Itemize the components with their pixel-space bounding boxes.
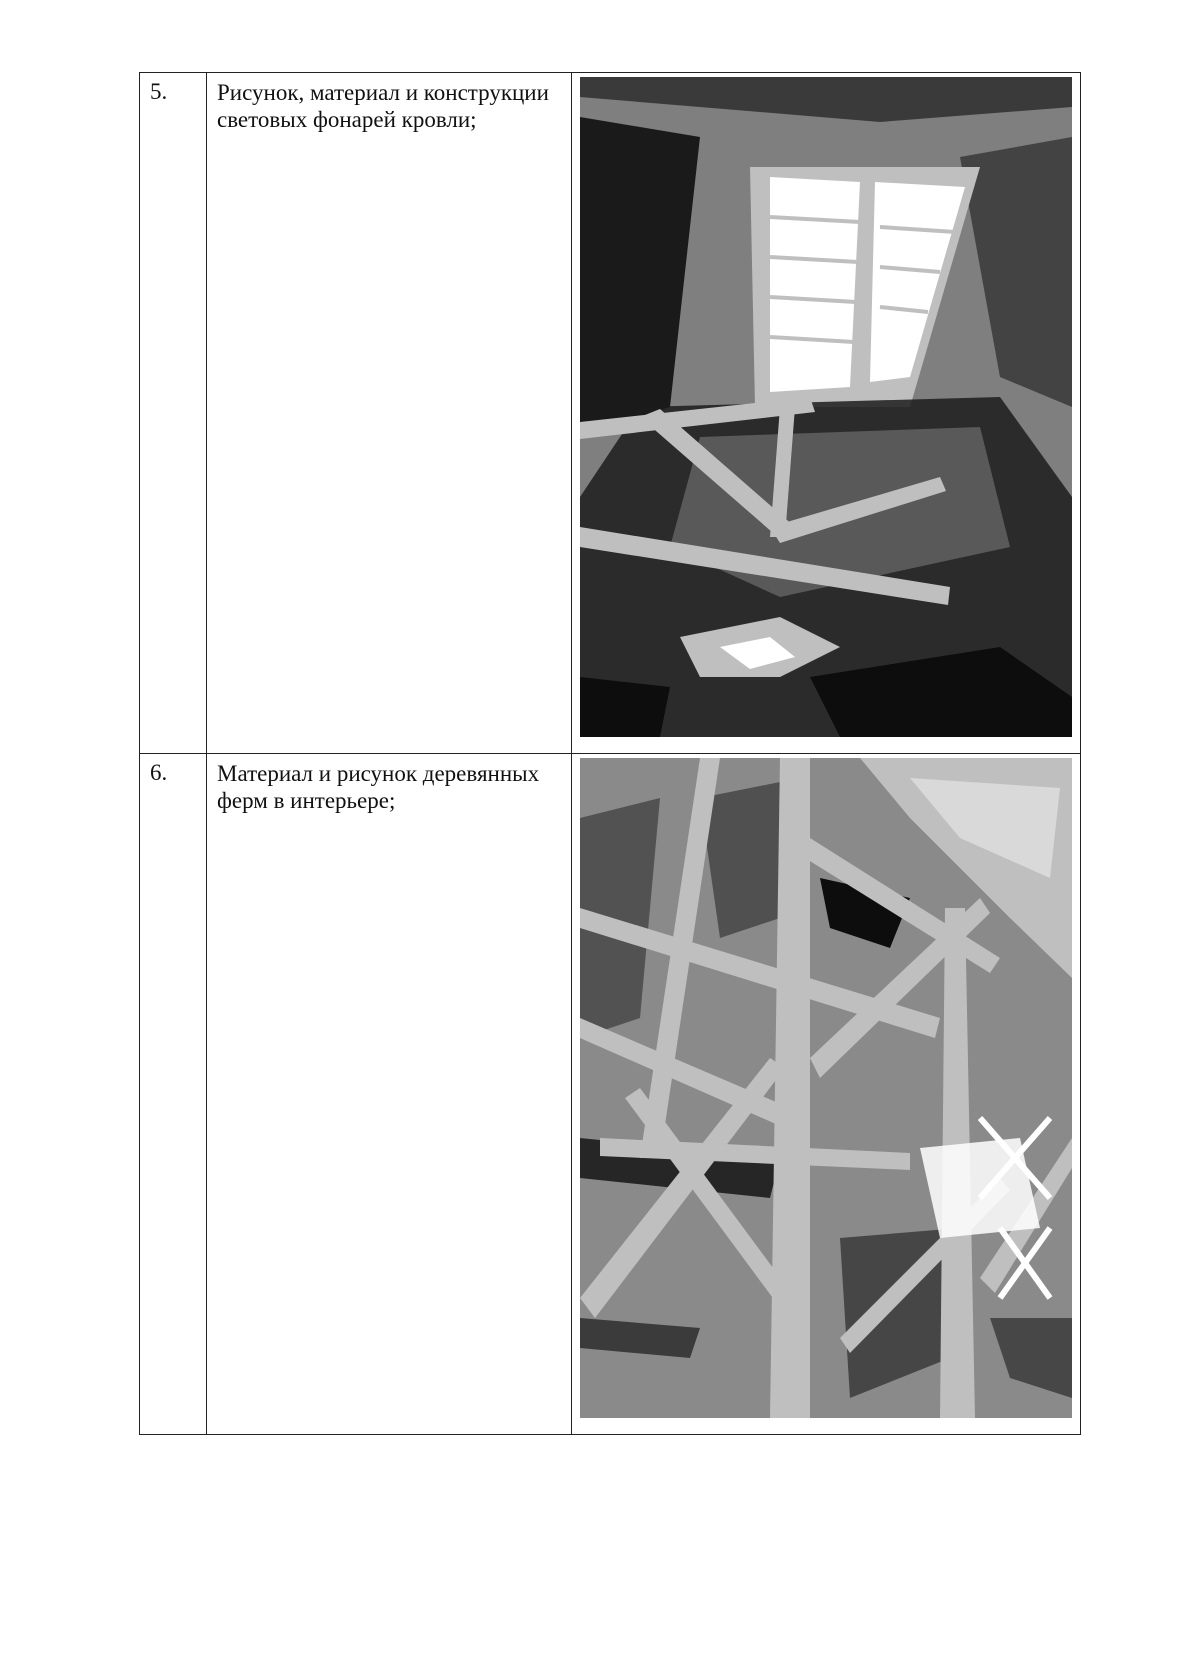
- row-description: Рисунок, материал и конструкции световых фонарей кровли;: [217, 80, 549, 132]
- row-description: Материал и рисунок деревянных ферм в интерьере;: [217, 761, 540, 813]
- row-photo-cell: [572, 754, 1081, 1435]
- skylight-photo-drawing: [580, 77, 1072, 737]
- skylight-photo: [580, 77, 1072, 737]
- trusses-photo-drawing: [580, 758, 1072, 1418]
- row-number: 6.: [150, 760, 168, 785]
- table-row: [140, 73, 1081, 754]
- row-description-cell: [207, 754, 572, 1435]
- row-number-cell: [140, 754, 207, 1435]
- trusses-photo: [580, 758, 1072, 1418]
- row-photo-cell: [572, 73, 1081, 754]
- table-row: [140, 754, 1081, 1435]
- row-description-cell: [207, 73, 572, 754]
- row-number: 5.: [150, 79, 168, 104]
- row-number-cell: [140, 73, 207, 754]
- inventory-table: [139, 72, 1081, 1435]
